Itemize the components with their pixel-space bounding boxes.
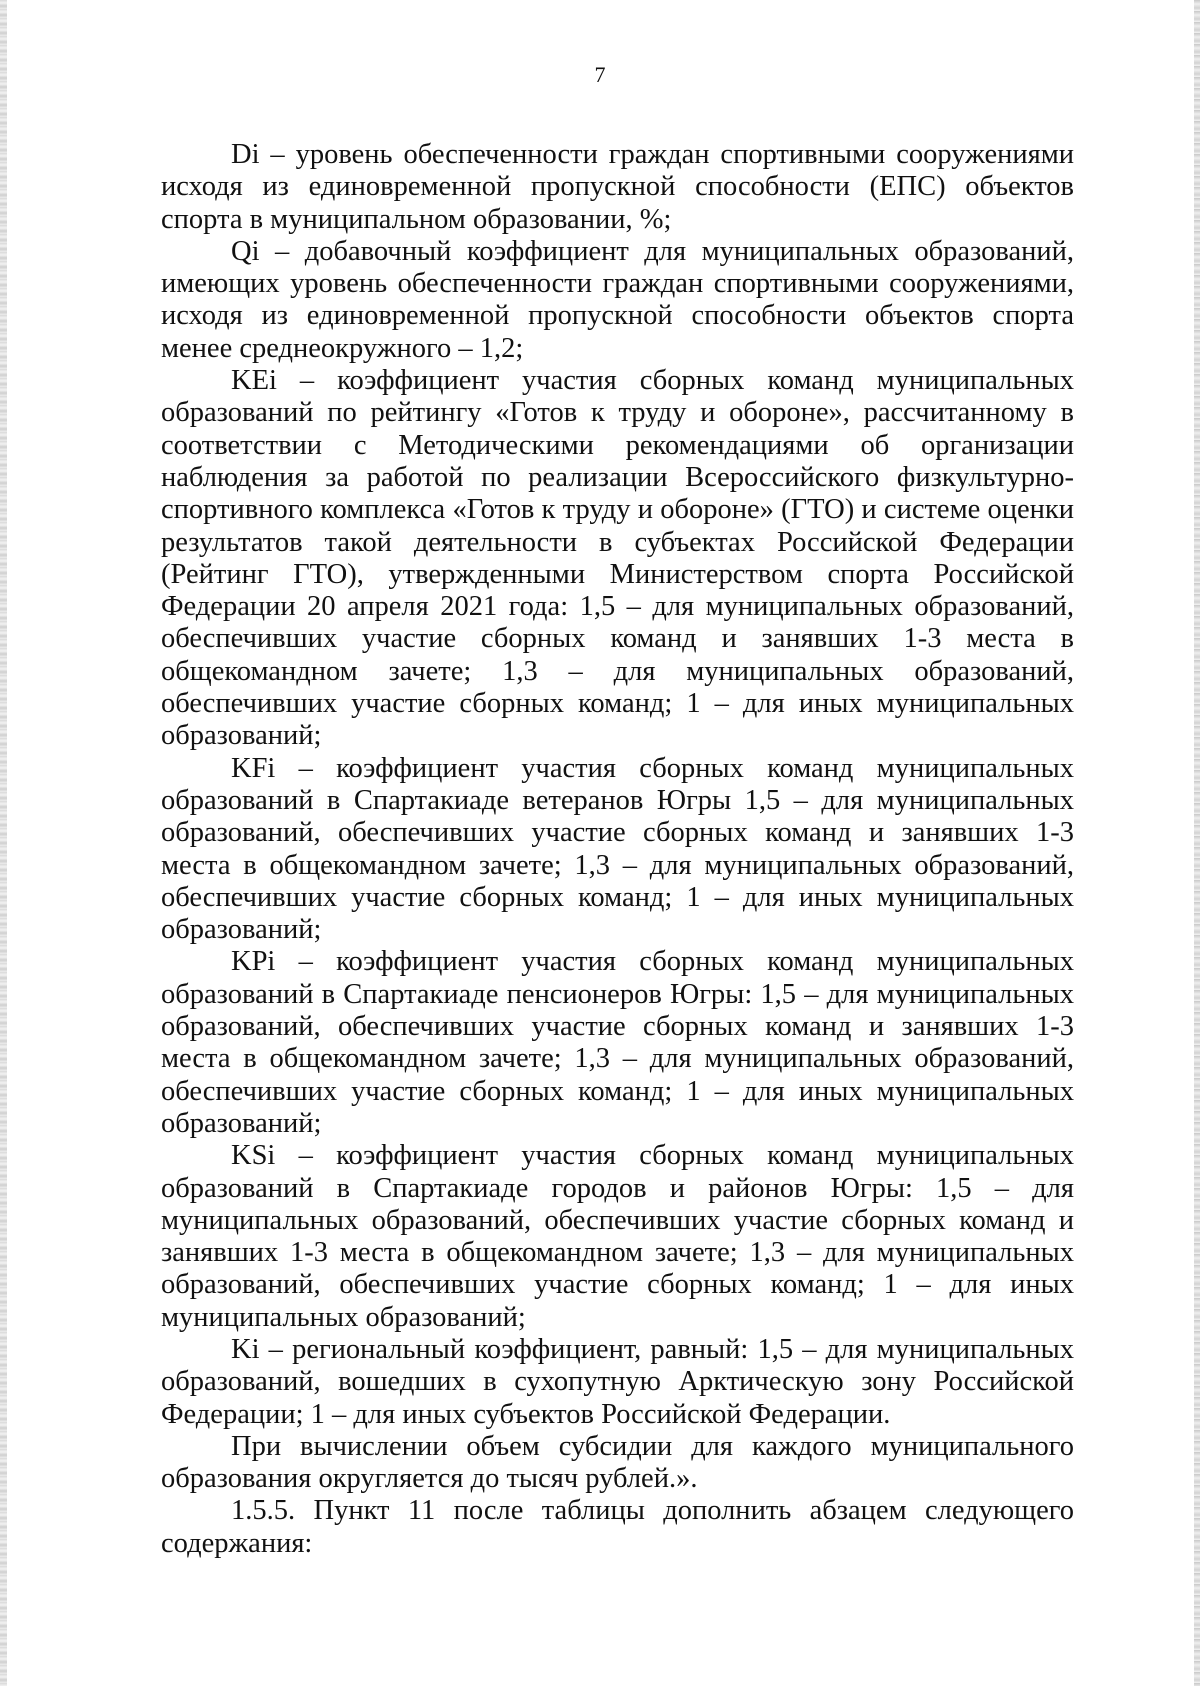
paragraph-ki-definition: Ki – региональный коэффициент, равный: 1,5 – для муниципальных образований, вошедших в сухопутную Арктическую зону Российской Федерации; 1 – для иных субъектов Российской Федерации. [161,1333,1074,1430]
scan-edge-left [0,0,7,1686]
paragraph-kfi-definition: KFi – коэффициент участия сборных команд муниципальных образований в Спартакиаде ветеранов Югры 1,5 – для муниципальных образований, обеспечивших участие сборных команд и занявших 1-3 места в общекомандном зачете; 1,3 – для муниципальных образований, обеспечивших участие сборных команд; 1 – для иных муниципальных образований; [161,752,1074,946]
page-number: 7 [594,62,606,87]
paragraph-amendment-1-5-5: 1.5.5. Пункт 11 после таблицы дополнить абзацем следующего содержания: [161,1495,1074,1559]
paragraph-rounding-rule: При вычислении объем субсидии для каждого муниципального образования округляется до тысяч рублей.». [161,1430,1074,1495]
paragraph-kpi-definition: KPi – коэффициент участия сборных команд муниципальных образований в Спартакиаде пенсионеров Югры: 1,5 – для муниципальных образований, обеспечивших участие сборных команд и занявших 1-3 места в общекомандном зачете; 1,3 – для муниципальных образований, обеспечивших участие сборных команд; 1 – для иных муниципальных образований; [161,946,1074,1139]
paragraph-ksi-definition: KSi – коэффициент участия сборных команд муниципальных образований в Спартакиаде городов и районов Югры: 1,5 – для муниципальных образований, обеспечивших участие сборных команд и занявших 1-3 места в общекомандном зачете; 1,3 – для муниципальных образований, обеспечивших участие сборных команд; 1 – для иных муниципальных образований; [161,1140,1074,1333]
paragraph-di-definition: Di – уровень обеспеченности граждан спортивными сооружениями исходя из единовременной пропускной способности (ЕПС) объектов спорта в муниципальном образовании, %; [161,139,1074,235]
paragraph-kei-definition: KEi – коэффициент участия сборных команд муниципальных образований по рейтингу «Готов к труду и обороне», рассчитанному в соответствии с Методическими рекомендациями об организации наблюдения за работой по реализации Всероссийского физкультурно-спортивного комплекса «Готов к труду и обороне» (ГТО) и системе оценки результатов такой деятельности в субъектах Российской Федерации (Рейтинг ГТО), утвержденными Министерством спорта Российской Федерации 20 апреля 2021 года: 1,5 – для муниципальных образований, обеспечивших участие сборных команд и занявших 1-3 места в общекомандном зачете; 1,3 – для муниципальных образований, обеспечивших участие сборных команд; 1 – для иных муниципальных образований; [161,365,1074,752]
paragraph-qi-definition: Qi – добавочный коэффициент для муниципальных образований, имеющих уровень обеспеченности граждан спортивными сооружениями, исходя из единовременной пропускной способности объектов спорта менее среднеокружного – 1,2; [161,235,1074,364]
document-body [161,139,1074,1560]
scan-edge-right [1194,0,1200,1686]
